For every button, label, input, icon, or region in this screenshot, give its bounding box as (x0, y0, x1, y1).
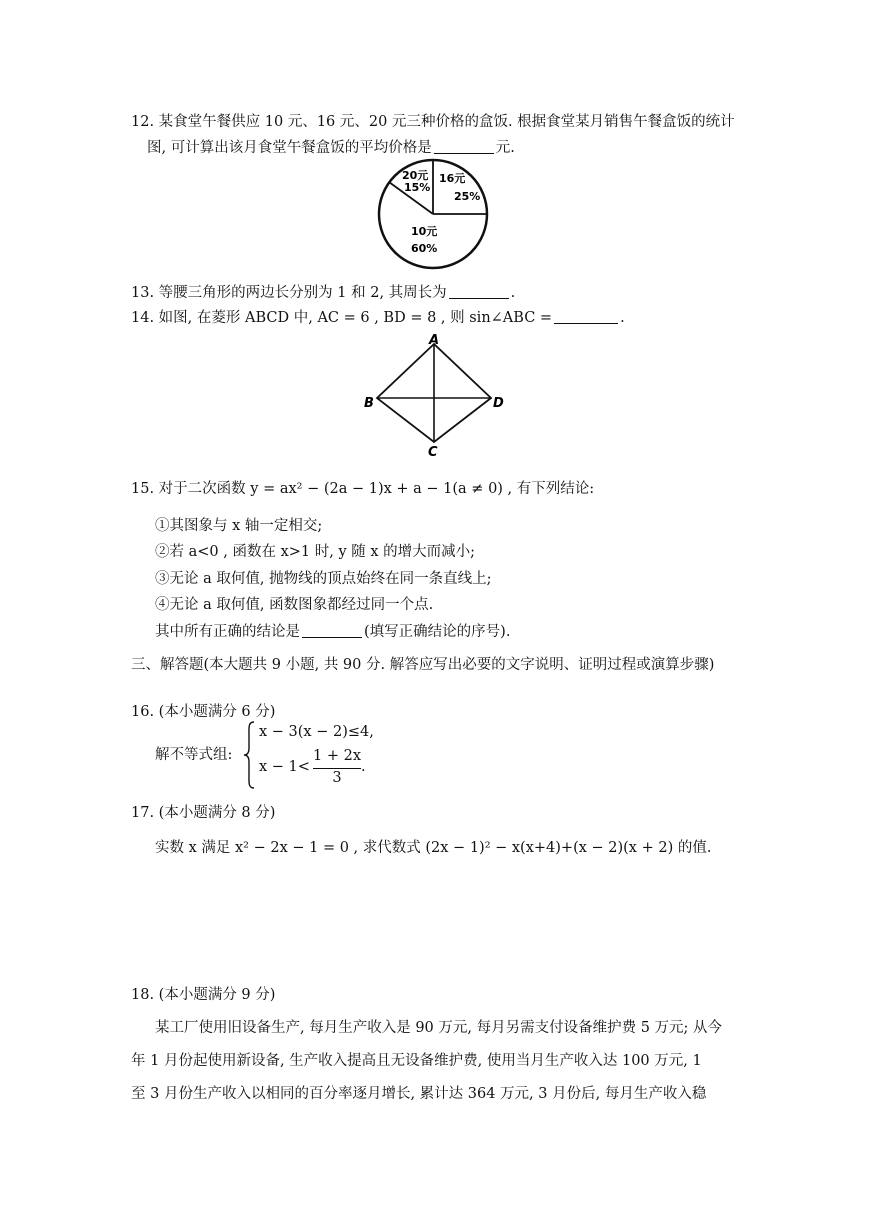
fraction-bar (313, 768, 361, 769)
q15-conclusion-3: ③无论 a 取何值, 抛物线的顶点始终在同一条直线上; (155, 571, 492, 587)
q16-inequality-1: x − 3(x − 2)≤4, (259, 724, 374, 740)
q14 (131, 307, 625, 328)
q18-line-1: 某工厂使用旧设备生产, 每月生产收入是 90 万元, 每月另需支付设备维护费 5 万元; 从今 (155, 1020, 723, 1036)
q15-conclusion-1: ①其图象与 x 轴一定相交; (155, 518, 323, 534)
q18-head: 18. (本小题满分 9 分) (131, 987, 276, 1003)
ineq2-numerator: 1 + 2x (313, 748, 361, 764)
ineq2-denominator: 3 (332, 770, 342, 786)
answer-blank (434, 137, 494, 154)
q12-line2 (147, 137, 515, 158)
pie-chart (375, 158, 495, 273)
label-c: C (428, 445, 438, 460)
q16-label: 解不等式组: (155, 747, 233, 763)
q15-ask-text: 其中所有正确的结论是 (155, 624, 300, 640)
q13-text: 13. 等腰三角形的两边长分别为 1 和 2, 其周长为 (131, 285, 447, 301)
q14-text: 14. 如图, 在菱形 ABCD 中, AC = 6 , BD = 8 , 则 sin∠ABC = (131, 310, 553, 326)
label-b: B (364, 396, 374, 411)
q15-stem: 15. 对于二次函数 y = ax² − (2a − 1)x + a − 1(a ≠ 0) , 有下列结论: (131, 481, 595, 497)
answer-blank (554, 307, 618, 324)
q17-head: 17. (本小题满分 8 分) (131, 805, 276, 821)
q18-line-2: 年 1 月份起使用新设备, 生产收入提高且无设备维护费, 使用当月生产收入达 100 万元, 1 (131, 1053, 702, 1069)
pie-pct-25: 25% (454, 190, 481, 203)
system-brace (243, 720, 257, 790)
label-d: D (493, 396, 504, 411)
q15-conclusion-2: ②若 a<0 , 函数在 x>1 时, y 随 x 的增大而减小; (155, 544, 476, 560)
pie-label-20: 20元 (402, 169, 429, 182)
q15-conclusion-4: ④无论 a 取何值, 函数图象都经过同一个点. (155, 597, 434, 613)
pie-label-16: 16元 (439, 172, 466, 185)
pie-label-10: 10元 (411, 225, 438, 238)
q13-end: . (510, 285, 516, 301)
rhombus-figure (360, 330, 510, 460)
ineq2-end: . (361, 759, 366, 775)
ineq2-left: x − 1< (259, 759, 310, 775)
q12-line2-text: 图, 可计算出该月食堂午餐盒饭的平均价格是 (147, 140, 432, 156)
answer-blank (449, 282, 509, 299)
q17-text: 实数 x 满足 x² − 2x − 1 = 0 , 求代数式 (2x − 1)² − x(x+4)+(x − 2)(x + 2) 的值. (155, 840, 712, 856)
answer-blank (302, 621, 362, 638)
pie-pct-15: 15% (404, 181, 431, 194)
q15-ask (155, 621, 510, 642)
q12-line1: 12. 某食堂午餐供应 10 元、16 元、20 元三种价格的盒饭. 根据食堂某月销售午餐盒饭的统计 (131, 114, 735, 130)
q15-ask-end: (填写正确结论的序号). (364, 624, 511, 640)
q13 (131, 282, 515, 303)
q16-head: 16. (本小题满分 6 分) (131, 704, 276, 720)
q18-line-3: 至 3 月份生产收入以相同的百分率逐月增长, 累计达 364 万元, 3 月份后, 每月生产收入稳 (131, 1086, 707, 1102)
q14-end: . (620, 310, 625, 326)
q12-line2-end: 元. (495, 140, 515, 156)
pie-pct-60: 60% (411, 242, 438, 255)
label-a: A (429, 333, 440, 348)
section-3-heading: 三、解答题(本大题共 9 小题, 共 90 分. 解答应写出必要的文字说明、证明过程或演算步骤) (131, 657, 715, 673)
